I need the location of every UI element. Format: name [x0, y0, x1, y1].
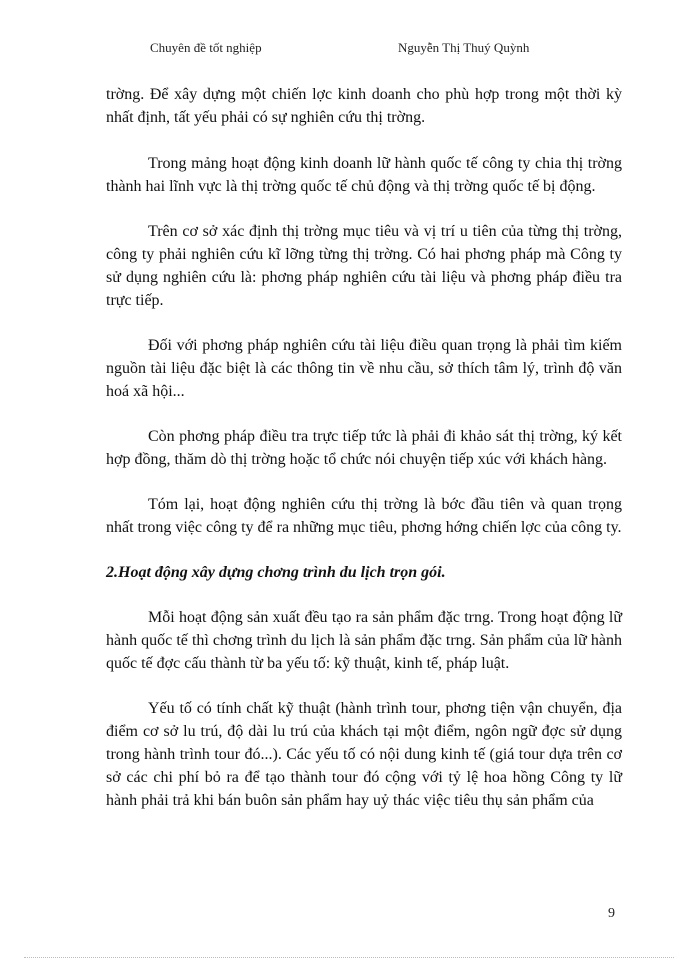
paragraph: Tóm lại, hoạt động nghiên cứu thị trờng là bớc đầu tiên và quan trọng nhất trong việc công ty để ra những mục tiêu, phơng hớng chiến lợc của công ty.: [106, 496, 622, 536]
paragraph: Trong mảng hoạt động kinh doanh lữ hành quốc tế công ty chia thị trờng thành hai lĩnh vực là thị trờng quốc tế chủ động và thị trờng quốc tế bị động.: [106, 155, 622, 195]
paragraph: Mỗi hoạt động sản xuất đều tạo ra sản phẩm đặc trng. Trong hoạt động lữ hành quốc tế thì chơng trình du lịch là sản phẩm đặc trng. Sản phẩm của lữ hành quốc tế đợc cấu thành từ ba yếu tố: kỹ thuật, kinh tế, pháp luật.: [106, 609, 622, 672]
paragraph: Yếu tố có tính chất kỹ thuật (hành trình tour, phơng tiện vận chuyển, địa điểm cơ sở lu trú, độ dài lu trú của khách tại một điểm, ngôn ngữ đợc sử dụng trong hành trình tour đó...). Các yếu tố có nội dung kinh tế (giá tour dựa trên cơ sở các chi phí bỏ ra để tạo thành tour đó cộng với tỷ lệ hoa hồng Công ty lữ hành phải trả khi bán buôn sản phẩm hay uỷ thác việc tiêu thụ sản phẩm của: [106, 700, 622, 809]
body-text: [106, 83, 622, 834]
header-author: Nguyễn Thị Thuý Quỳnh: [398, 40, 530, 55]
header-title: Chuyên đề tốt nghiệp: [150, 40, 262, 55]
page-number: 9: [608, 906, 615, 921]
paragraph: Đối với phơng pháp nghiên cứu tài liệu điều quan trọng là phải tìm kiếm nguồn tài liệu đặc biệt là các thông tin về nhu cầu, sở thích tâm lý, trình độ văn hoá xã hội...: [106, 337, 622, 400]
paragraph: Trên cơ sở xác định thị trờng mục tiêu và vị trí u tiên của từng thị trờng, công ty phải nghiên cứu kĩ lỡng từng thị trờng. Có hai phơng pháp mà Công ty sử dụng nghiên cứu là: phơng pháp nghiên cứu tài liệu và phơng pháp điều tra trực tiếp.: [106, 223, 622, 309]
paragraph: Còn phơng pháp điều tra trực tiếp tức là phải đi khảo sát thị trờng, ký kết hợp đồng, thăm dò thị trờng hoặc tổ chức nói chuyện tiếp xúc với khách hàng.: [106, 428, 622, 468]
footer-divider: [24, 957, 674, 958]
section-heading: 2.Hoạt động xây dựng chơng trình du lịch trọn gói.: [106, 564, 446, 581]
paragraph-continuation: trờng. Để xây dựng một chiến lợc kinh doanh cho phù hợp trong một thời kỳ nhất định, tất yếu phải có sự nghiên cứu thị trờng.: [106, 86, 622, 126]
